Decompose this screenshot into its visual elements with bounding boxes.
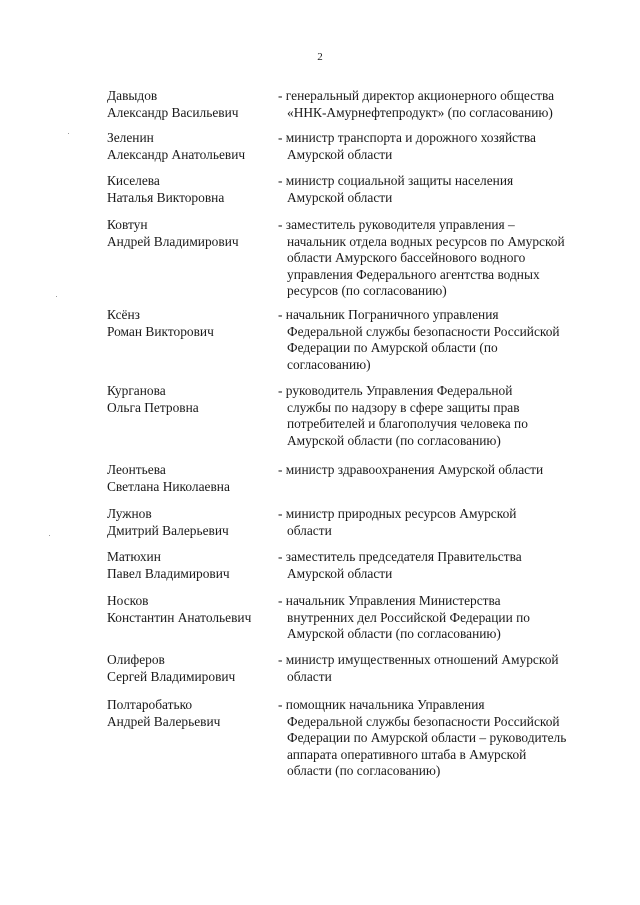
member-given-names: Константин Анатольевич: [107, 609, 252, 625]
role-line: начальник отдела водных ресурсов по Амурской: [287, 233, 565, 249]
page-number: 2: [317, 51, 323, 63]
role-line: потребителей и благополучия человека по: [287, 416, 528, 431]
scan-mark: [49, 535, 50, 536]
member-role: [278, 593, 603, 643]
member-given-names: Александр Васильевич: [107, 104, 239, 120]
member-given-names: Дмитрий Валерьевич: [107, 522, 229, 538]
member-given-names: Наталья Викторовна: [107, 189, 225, 205]
member-role: [278, 217, 603, 300]
member-surname: Ксёнз: [107, 307, 140, 322]
member-role: [278, 383, 603, 449]
member-surname: Давыдов: [107, 88, 158, 103]
role-line: Амурской области: [287, 189, 393, 205]
member-surname: Леонтьева: [107, 462, 166, 477]
member-role: [278, 307, 603, 373]
role-line: Федеральной службы безопасности Российской: [287, 323, 560, 339]
member-surname: Матюхин: [107, 549, 161, 564]
role-line: области Амурского бассейнового водного: [287, 250, 526, 265]
member-role: [278, 697, 603, 780]
role-line: области (по согласованию): [287, 763, 441, 778]
role-line: - помощник начальника Управления: [278, 697, 485, 712]
member-name: [107, 307, 277, 340]
role-line: Амурской области (по согласованию): [287, 626, 501, 641]
role-line: Федеральной службы безопасности Российской: [287, 713, 560, 729]
member-name: [107, 88, 277, 121]
member-role: [278, 549, 603, 582]
role-line: - министр социальной защиты населения: [278, 173, 514, 188]
role-line: Амурской области: [287, 146, 393, 162]
member-role: [278, 462, 603, 479]
member-surname: Зеленин: [107, 130, 154, 145]
role-line: управления Федерального агентства водных: [287, 266, 540, 282]
member-given-names: Александр Анатольевич: [107, 146, 246, 162]
role-line: - министр природных ресурсов Амурской: [278, 506, 517, 521]
role-line: Федерации по Амурской области (по: [287, 340, 498, 355]
member-role: [278, 652, 603, 685]
member-surname: Киселева: [107, 173, 160, 188]
member-name: [107, 593, 277, 626]
member-name: [107, 697, 277, 730]
role-line: - руководитель Управления Федеральной: [278, 383, 513, 398]
role-line: Федерации по Амурской области – руководитель: [287, 730, 567, 745]
member-role: [278, 130, 603, 163]
role-line: внутренних дел Российской Федерации по: [287, 609, 530, 625]
member-given-names: Ольга Петровна: [107, 399, 199, 415]
scan-mark: [68, 133, 69, 134]
member-surname: Олиферов: [107, 652, 165, 667]
member-surname: Курганова: [107, 383, 166, 398]
role-line: Амурской области (по согласованию): [287, 432, 501, 448]
member-name: [107, 217, 277, 250]
role-line: - министр имущественных отношений Амурской: [278, 652, 559, 667]
member-name: [107, 549, 277, 582]
member-given-names: Андрей Владимирович: [107, 233, 239, 249]
member-surname: Полтаробатько: [107, 697, 193, 712]
member-name: [107, 506, 277, 539]
role-line: - начальник Управления Министерства: [278, 593, 501, 608]
role-line: службы по надзору в сфере защиты прав: [287, 399, 520, 415]
member-given-names: Светлана Николаевна: [107, 478, 230, 494]
member-name: [107, 462, 277, 495]
role-line: аппарата оперативного штаба в Амурской: [287, 746, 527, 762]
scan-mark: [56, 296, 57, 297]
member-given-names: Сергей Владимирович: [107, 668, 236, 684]
member-role: [278, 173, 603, 206]
member-role: [278, 506, 603, 539]
member-given-names: Андрей Валерьевич: [107, 713, 221, 729]
role-line: - начальник Пограничного управления: [278, 307, 499, 322]
member-name: [107, 383, 277, 416]
role-line: Амурской области: [287, 565, 393, 581]
member-role: [278, 88, 603, 121]
role-line: - заместитель председателя Правительства: [278, 549, 522, 564]
member-name: [107, 130, 277, 163]
role-line: согласованию): [287, 356, 371, 372]
role-line: - заместитель руководителя управления –: [278, 217, 515, 232]
member-surname: Ковтун: [107, 217, 148, 232]
member-given-names: Павел Владимирович: [107, 565, 230, 581]
role-line: - генеральный директор акционерного общества: [278, 88, 555, 103]
member-surname: Лужнов: [107, 506, 152, 521]
member-surname: Носков: [107, 593, 149, 608]
role-line: «ННК-Амурнефтепродукт» (по согласованию): [287, 104, 553, 120]
member-name: [107, 652, 277, 685]
member-given-names: Роман Викторович: [107, 323, 214, 339]
role-line: области: [287, 668, 332, 684]
role-line: области: [287, 522, 332, 538]
member-name: [107, 173, 277, 206]
role-line: - министр транспорта и дорожного хозяйства: [278, 130, 537, 145]
role-line: - министр здравоохранения Амурской области: [278, 462, 544, 477]
role-line: ресурсов (по согласованию): [287, 283, 447, 298]
